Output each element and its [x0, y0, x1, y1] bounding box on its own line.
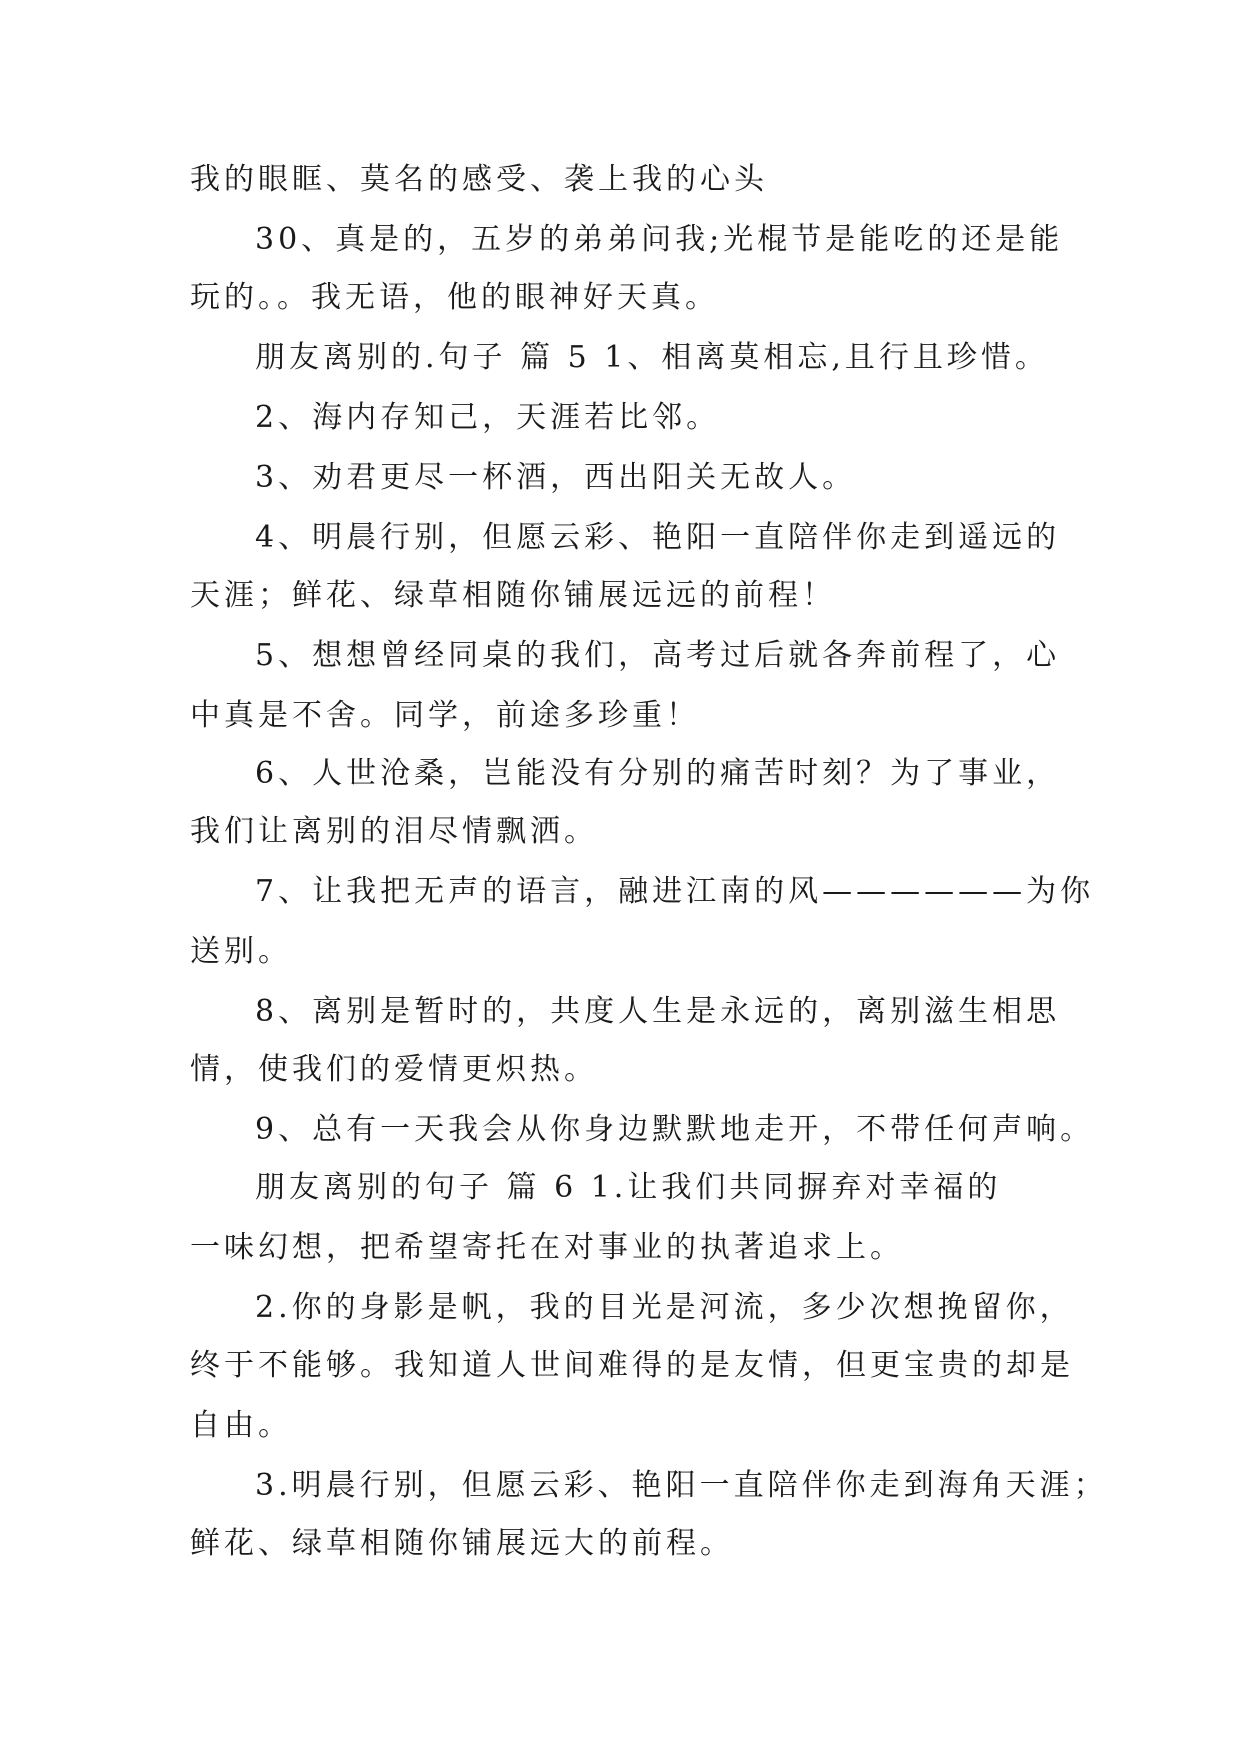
text-line: 终于不能够。我知道人世间难得的是友情，但更宝贵的却是: [190, 1348, 1074, 1383]
text-line: 9、总有一天我会从你身边默默地走开，不带任何声响。: [255, 1112, 1095, 1147]
text-line: 3、劝君更尽一杯酒，西出阳关无故人。: [255, 460, 857, 495]
text-line: 5、想想曾经同桌的我们，高考过后就各奔前程了，心: [255, 638, 1061, 673]
text-line: 2.你的身影是帆，我的目光是河流，多少次想挽留你，: [255, 1290, 1074, 1325]
text-line: 鲜花、绿草相随你铺展远大的前程。: [190, 1526, 734, 1561]
text-line: 送别。: [190, 934, 292, 969]
text-line: 我们让离别的泪尽情飘洒。: [190, 814, 598, 849]
text-line: 7、让我把无声的语言，融进江南的风——————为你: [255, 874, 1095, 909]
section-heading: 朋友离别的句子 篇 6 1.让我们共同摒弃对幸福的: [255, 1170, 1002, 1205]
text-line: 中真是不舍。同学，前途多珍重！: [190, 698, 700, 733]
text-line: 玩的。。我无语，他的眼神好天真。: [190, 280, 719, 315]
text-line: 2、海内存知己，天涯若比邻。: [255, 400, 721, 435]
text-line: 天涯；鲜花、绿草相随你铺展远远的前程！: [190, 578, 836, 613]
section-heading: 朋友离别的.句子 篇 5 1、相离莫相忘,且行且珍惜。: [255, 340, 1049, 375]
text-line: 自由。: [190, 1408, 292, 1443]
text-line: 4、明晨行别，但愿云彩、艳阳一直陪伴你走到遥远的: [255, 520, 1061, 555]
text-line: 3.明晨行别，但愿云彩、艳阳一直陪伴你走到海角天涯；: [255, 1468, 1108, 1503]
text-line: 30、真是的，五岁的弟弟问我;光棍节是能吃的还是能: [255, 222, 1064, 257]
text-line: 8、离别是暂时的，共度人生是永远的，离别滋生相思: [255, 994, 1061, 1029]
text-line: 一味幻想，把希望寄托在对事业的执著追求上。: [190, 1230, 904, 1265]
text-line: 我的眼眶、莫名的感受、袭上我的心头: [190, 162, 768, 197]
text-line: 6、人世沧桑，岂能没有分别的痛苦时刻？为了事业，: [255, 756, 1061, 791]
text-line: 情，使我们的爱情更炽热。: [190, 1052, 598, 1087]
